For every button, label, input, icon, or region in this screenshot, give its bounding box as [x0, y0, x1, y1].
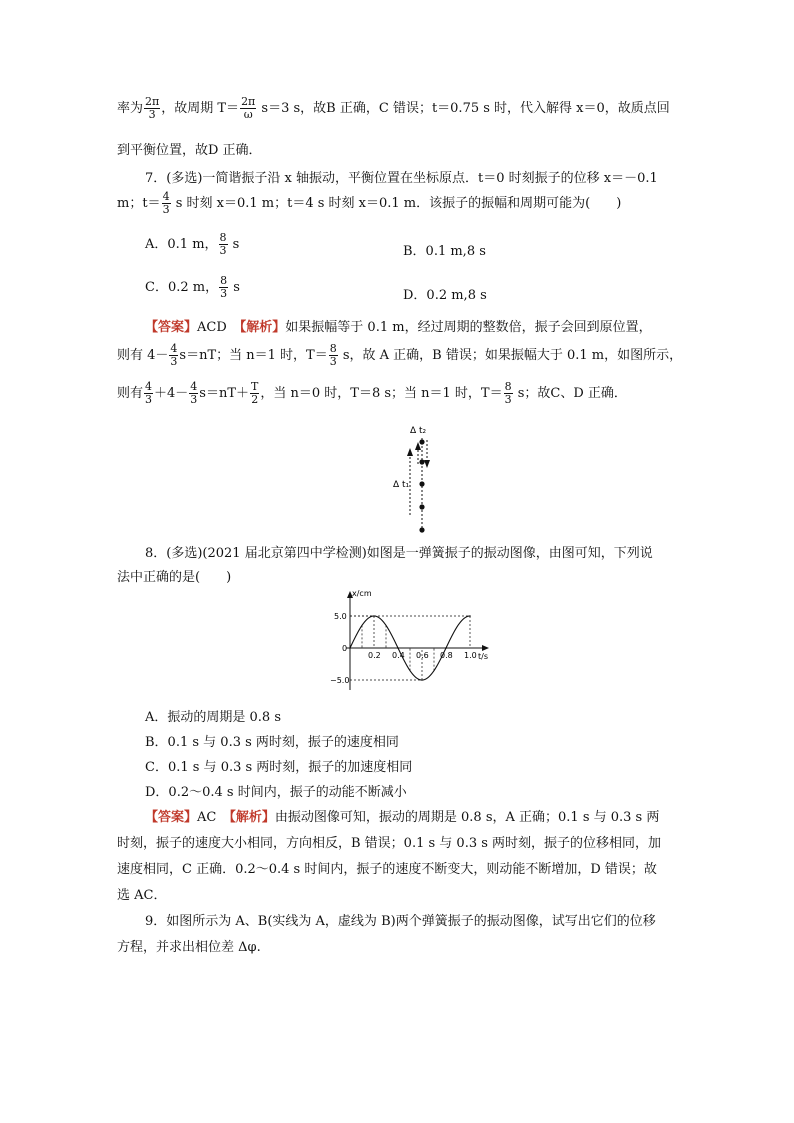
question-9-stem: 9．如图所示为 A、B(实线为 A，虚线为 B)两个弹簧振子的振动图像，试写出它们的位移: [145, 914, 656, 929]
text-line: 到平衡位置，故D 正确．: [117, 143, 262, 158]
question-7-stem-cont: m；t＝ $\frac{4}{3}$ s 时刻 x＝0.1 m；t＝4 s 时刻 x＝0.1 m．该振子的振幅和周期可能为( ): [117, 190, 622, 216]
answer-8-line: 时刻，振子的速度大小相同，方向相反，B 错误；0.1 s 与 0.3 s 两时刻，振子的位移相同，加: [117, 836, 662, 851]
fraction: $\frac{2\pi}{\omega}$: [241, 95, 256, 121]
option-b: B．0.1 m,8 s: [403, 244, 486, 259]
x-tick-label: 0.6: [416, 651, 429, 660]
option-d: D．0.2 m,8 s: [403, 288, 487, 303]
answer-tag: 【答案】: [145, 810, 198, 825]
y-tick-label: 5.0: [334, 612, 347, 621]
x-tick-label: 0.8: [440, 651, 453, 660]
fraction: $\frac{2\pi}{3}$: [145, 95, 160, 121]
point: [419, 504, 424, 509]
data-point: [373, 615, 375, 617]
answer-8-line: 【答案】AC 【解析】由振动图像可知，振动的周期是 0.8 s，A 正确；0.1 s 与 0.3 s 两: [145, 810, 660, 825]
vibration-chart: [318, 586, 498, 696]
option-c: C．0.1 s 与 0.3 s 两时刻，振子的加速度相同: [145, 760, 413, 775]
answer-8-line: 速度相同，C 正确．0.2～0.4 s 时间内，振子的速度不断变大，则动能不断增加，D 错误；故: [117, 862, 657, 877]
answer-7-line: 则有 $\frac{4}{3}$ ＋4－ $\frac{4}{3}$ s＝nT＋ $\frac{T}{2}$ ，当 n＝0 时，T＝8 s；当 n＝1 时，T＝ $\frac{8}{3}$ s；故C、D 正确．: [117, 380, 627, 406]
answer-7-line: 则有 4－ $\frac{4}{3}$ s＝nT；当 n＝1 时，T＝ $\frac{8}{3}$ s，故 A 正确，B 错误；如果振幅大于 0.1 m，如图所示，: [117, 342, 683, 368]
answer-7-line: 【答案】ACD 【解析】如果振幅等于 0.1 m，经过周期的整数倍，振子会回到原位置，: [145, 320, 652, 335]
x-axis-arrow: [482, 645, 489, 651]
motion-diagram: [385, 420, 445, 540]
option-d: D．0.2～0.4 s 时间内，振子的动能不断减小: [145, 785, 407, 800]
analysis-tag: 【解析】: [229, 810, 275, 825]
data-point: [349, 647, 351, 649]
data-point: [397, 647, 399, 649]
fraction: $\frac{4}{3}$: [162, 190, 170, 216]
point: [419, 481, 424, 486]
y-axis-label: x/cm: [352, 589, 372, 598]
y-tick-label: 0: [342, 644, 348, 653]
delta-t1-label: Δ t₁: [393, 480, 410, 490]
answer-tag: 【答案】: [145, 320, 198, 335]
arrow-head: [407, 448, 413, 456]
y-tick-label: −5.0: [330, 676, 350, 685]
x-axis-label: t/s: [478, 652, 488, 661]
data-point: [469, 615, 471, 617]
point: [419, 439, 424, 444]
x-tick-label: 1.0: [464, 651, 477, 660]
option-b: B．0.1 s 与 0.3 s 两时刻，振子的速度相同: [145, 735, 399, 750]
analysis-tag: 【解析】: [239, 320, 286, 335]
option-c: C．0.2 m， $\frac{8}{3}$ s: [145, 274, 240, 300]
x-tick-label: 0.2: [368, 651, 381, 660]
point: [419, 527, 424, 532]
text-line: 率为 $\frac{2\pi}{3}$ ，故周期 T＝ $\frac{2\pi}{\omega}$ s＝3 s，故B 正确，C 错误；t＝0.75 s 时，代入解得 x＝0，故质点回: [117, 95, 670, 121]
delta-t2-label: Δ t₂: [410, 426, 427, 436]
option-a: A．0.1 m， $\frac{8}{3}$ s: [145, 231, 240, 257]
question-8-stem-cont: 法中正确的是( ): [117, 570, 232, 585]
data-point: [421, 679, 423, 681]
answer-8-line: 选 AC．: [117, 888, 167, 903]
option-a: A．振动的周期是 0.8 s: [145, 710, 281, 725]
question-9-stem-cont: 方程，并求出相位差 Δφ.: [117, 940, 261, 955]
question-7-stem: 7．(多选)一简谐振子沿 x 轴振动，平衡位置在坐标原点．t＝0 时刻振子的位移 x＝－0.1: [145, 171, 658, 186]
question-8-stem: 8．(多选)(2021 届北京第四中学检测)如图是一弹簧振子的振动图像，由图可知，下列说: [145, 546, 653, 561]
data-point: [445, 647, 447, 649]
point: [419, 459, 424, 464]
x-tick-label: 0.4: [392, 651, 405, 660]
arrow-head: [424, 460, 430, 468]
